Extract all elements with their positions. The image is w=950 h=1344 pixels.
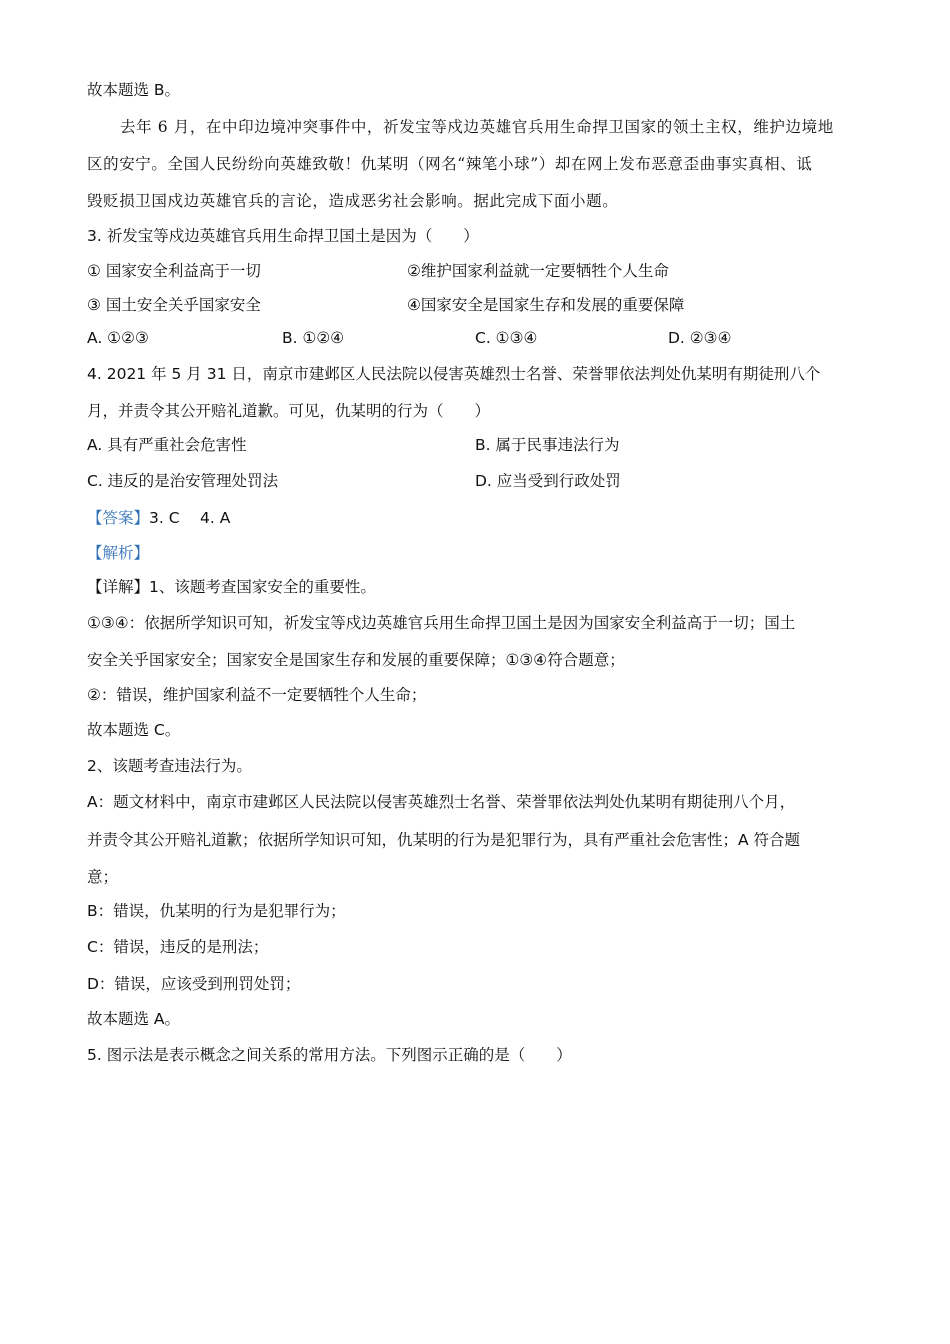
analysis-tag: 解析 [102, 544, 134, 562]
analysis-heading [87, 542, 149, 564]
detail-line-12: D：错误，应该受到刑罚处罚； [87, 975, 301, 993]
analysis-tag-open: 【 [87, 544, 103, 562]
q3-statement-4: ④国家安全是国家生存和发展的重要保障 [407, 296, 685, 314]
passage-line-3: 毁贬损卫国戍边英雄官兵的言论，造成恶劣社会影响。据此完成下面小题。 [87, 192, 619, 210]
prev-answer-conclusion: 故本题选 B。 [87, 81, 181, 99]
passage-line-1: 去年 6 月，在中印边境冲突事件中，祈发宝等戍边英雄官兵用生命捍卫国家的领土主权，维护边境地 [120, 118, 834, 136]
detail-line-1: 【详解】1、该题考查国家安全的重要性。 [87, 578, 376, 596]
q3-statement-2: ②维护国家利益就一定要牺牲个人生命 [407, 262, 669, 280]
q4-option-b: B. 属于民事违法行为 [475, 436, 620, 454]
q3-option-c: C. ①③④ [475, 329, 538, 347]
detail-line-13: 故本题选 A。 [87, 1010, 181, 1028]
q4-option-d: D. 应当受到行政处罚 [475, 472, 621, 490]
answer-line [87, 507, 230, 529]
detail-line-7: A：题文材料中，南京市建邺区人民法院以侵害英雄烈士名誉、荣誉罪依法判处仇某明有期徒刑八个月， [87, 793, 796, 811]
question-5-stem: 5. 图示法是表示概念之间关系的常用方法。下列图示正确的是（ ） [87, 1046, 572, 1064]
q3-option-d: D. ②③④ [668, 329, 732, 347]
detail-line-6: 2、该题考查违法行为。 [87, 757, 252, 775]
q3-statement-3: ③ 国土安全关乎国家安全 [87, 296, 261, 314]
passage-line-2: 区的安宁。全国人民纷纷向英雄致敬！仇某明（网名“辣笔小球”）却在网上发布恶意歪曲事实真相、诋 [87, 155, 813, 173]
detail-line-8: 并责令其公开赔礼道歉；依据所学知识可知，仇某明的行为是犯罪行为，具有严重社会危害性；A 符合题 [87, 831, 801, 849]
detail-line-2: ①③④：依据所学知识可知，祈发宝等戍边英雄官兵用生命捍卫国土是因为国家安全利益高于一切；国土 [87, 614, 796, 632]
detail-line-4: ②：错误，维护国家利益不一定要牺牲个人生命； [87, 686, 427, 704]
question-3-stem: 3. 祈发宝等戍边英雄官兵用生命捍卫国土是因为（ ） [87, 227, 479, 245]
question-4-stem-line-2: 月，并责令其公开赔礼道歉。可见，仇某明的行为（ ） [87, 402, 491, 420]
answer-tag-close: 】 [133, 509, 150, 527]
q4-option-a: A. 具有严重社会危害性 [87, 436, 247, 454]
q4-option-c: C. 违反的是治安管理处罚法 [87, 472, 279, 490]
q3-option-a: A. ①②③ [87, 329, 149, 347]
q3-statement-1: ① 国家安全利益高于一切 [87, 262, 261, 280]
q3-option-b: B. ①②④ [282, 329, 345, 347]
answer-tag: 答案 [102, 509, 134, 527]
answer-tag-open: 【 [87, 509, 103, 527]
detail-line-11: C：错误，违反的是刑法； [87, 938, 269, 956]
analysis-tag-close: 】 [133, 544, 150, 562]
detail-line-3: 安全关乎国家安全；国家安全是国家生存和发展的重要保障；①③④符合题意； [87, 651, 625, 669]
question-4-stem-line-1: 4. 2021 年 5 月 31 日，南京市建邺区人民法院以侵害英雄烈士名誉、荣誉罪依法判处仇某明有期徒刑八个 [87, 365, 821, 383]
detail-line-10: B：错误，仇某明的行为是犯罪行为； [87, 902, 346, 920]
detail-line-5: 故本题选 C。 [87, 721, 181, 739]
answer-value: 3. C 4. A [149, 509, 231, 527]
detail-line-9: 意； [87, 868, 119, 886]
